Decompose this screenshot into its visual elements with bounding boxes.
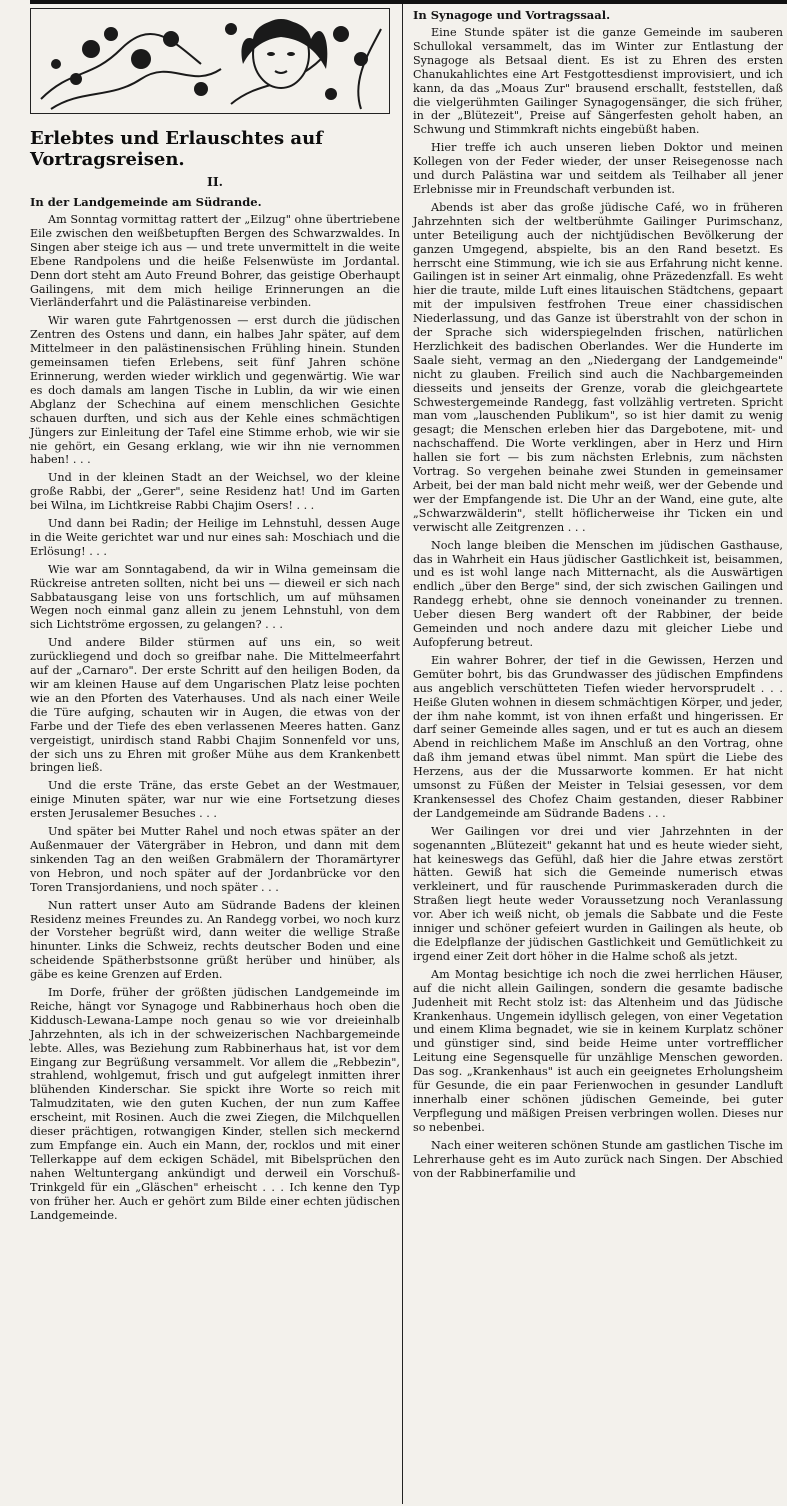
paragraph: Hier treffe ich auch unseren lieben Doktor und meinen Kollegen von der Feder wieder, der unser Reisegenosse nach und durch Palästina war und seitdem als Teilhaber all jener Erlebnisse mir in Freundschaft verbunden ist. [413,141,783,196]
paragraph: Abends ist aber das große jüdische Café, wo in früheren Jahrzehnten sich der weltberühmte Gailinger Purimschanz, unter Beteiligung auch der nichtjüdischen Bevölkerung der ganzen Umgegend, abspielte, bis an den Rand besetzt. Es herrscht eine Stimmung, wie ich sie aus Erfahrung nicht kenne. Gailingen ist in seiner Art einmalig, ohne Präzedenzfall. Es weht hier die traute, milde Luft eines litauischen Städtchens, gepaart mit der impulsiven festfrohen Treue einer chassidischen Niederlassung, und das Ganze ist überstrahlt von der schon in der Sprache sich widerspiegelnden frischen, natürlichen Herzlichkeit des badischen Oberlandes. Wer die Hunderte im Saale sieht, vermag an den „Niedergang der Landgemeinde" nicht zu glauben. Freilich sind auch die Nachbargemeinden diesseits und jenseits der Grenze, vorab die gleichgeartete Schwestergemeinde Randegg, fast vollzählig vertreten. Spricht man vom „lauschenden Publikum", so ist hier damit zu wenig gesagt; die Menschen erleben hier das Dargebotene, mit- und nachschaffend. Die Worte verklingen, aber in Herz und Hirn hallen sie fort — bis zum nächsten Erlebnis, zum nächsten Vortrag. So vergehen beinahe zwei Stunden in gemeinsamer Arbeit, bei der man bald nicht mehr weiß, wer der Gebende und wer der Empfangende ist. Die Uhr an der Wand, eine gute, alte „Schwarzwälderin", stellt höflicherweise ihr Ticken ein und verwischt alle Zeitgrenzen . . . [413,200,783,534]
paragraph: Und später bei Mutter Rahel und noch etwas später an der Außenmauer der Vätergräber in Hebron, und dann mit dem sinkenden Tag an den weißen Grabmälern der Thoramärtyrer von Hebron, und noch später auf der Jordanbrücke vor den Toren Transjordaniens, und noch später . . . [30,825,400,894]
column-divider [402,4,403,1504]
woodcut-illustration [31,9,389,113]
paragraph: Und dann bei Radin; der Heilige im Lehnstuhl, dessen Auge in die Weite gerichtet war und nur eines sah: Moschiach und die Erlösung! . . . [30,517,400,558]
top-rule [30,0,787,4]
paragraph: Im Dorfe, früher der größten jüdischen Landgemeinde im Reiche, hängt vor Synagoge und Rabbinerhaus hoch oben die Kiddusch-Lewana-Lampe noch genau so wie vor dreieinhalb Jahrzehnten, als ich in der schweizerischen Nachbargemeinde lebte. Alles, was Beziehung zum Rabbinerhaus hat, ist vor dem Eingang zur Begrüßung versammelt. Vor allem die „Rebbezin", strahlend, wohlgemut, frisch und gut aufgelegt inmitten ihrer blühenden Kinderschar. Sie spickt ihre Worte so reich mit Talmudzitaten, wie den guten Kuchen, der nun zum Kaffee erscheint, mit Rosinen. Auch die zwei Ziegen, die Milchquellen dieser prächtigen, rotwangigen Kinder, stellen sich meckernd zum Empfange ein. Auch ein Mann, der, rocklos und mit einer Tellerkappe auf dem eckigen Schädel, mit Bibelsprüchen den nahen Weltuntergang ankündigt und derweil ein Vorschuß-Trinkgeld für ein „Gläschen" erheischt . . . Ich kenne den Typ von früher her. Auch er gehört zum Bilde einer echten jüdischen Landgemeinde. [30,986,400,1222]
paragraph: Und in der kleinen Stadt an der Weichsel, wo der kleine große Rabbi, der „Gerer", seine Residenz hat! Und im Garten bei Wilna, im Lichtkreise Rabbi Chajim Osers! . . . [30,471,400,513]
left-column [30,8,400,1226]
right-column [413,8,783,1184]
paragraph: Noch lange bleiben die Menschen im jüdischen Gasthause, das in Wahrheit ein Haus jüdischer Gastlichkeit ist, beisammen, und es ist wohl lange nach Mitternacht, als die Auswärtigen endlich „über den Berge" sind, der sich zwischen Gailingen und Randegg erhebt, ohne sie dennoch voneinander zu trennen. Ueber diesen Berg wandert oft der Rabbiner, der beide Gemeinden und noch andere dazu mit gleicher Liebe und Aufopferung betreut. [413,538,783,649]
article-part: II. [206,174,224,189]
paragraph: Und andere Bilder stürmen auf uns ein, so weit zurückliegend und doch so greifbar nahe. Die Mittelmeerfahrt auf der „Carnaro". Der erste Schritt auf den heiligen Boden, da wir am kleinen Hause auf dem Ungarischen Platz leise pochten wie an den Pforten des Vaterhauses. Und als nach einer Weile die Türe aufging, schauten wir in Augen, die etwas von der Farbe und der Tiefe des eben verlassenen Meeres hatten. Ganz vergeistigt, unirdisch stand Rabbi Chajim Sonnenfeld vor uns, der sich uns zu Ehren mit großer Mühe aus dem Krankenbett bringen ließ. [30,636,400,775]
paragraph: Wie war am Sonntagabend, da wir in Wilna gemeinsam die Rückreise antreten sollten, nicht bei uns — dieweil er sich nach Sabbatausgang leise von uns fortschlich, um auf mühsamen Wegen noch einmal ganz allein zu jenem Lehnstuhl, von dem sich Lichtströme ergossen, zu gelangen? . . . [30,562,400,632]
header-illustration [30,8,390,114]
section-heading-left: In der Landgemeinde am Südrande. [30,195,262,209]
paragraph: Am Sonntag vormittag rattert der „Eilzug" ohne übertriebene Eile zwischen den weißbetupften Bergen des Schwarzwaldes. In Singen aber steige ich aus — und trete unvermittelt in die weite Ebene Randpolens und die heiße Felsenwüste im Jordantal. Denn dort steht am Auto Freund Bohrer, das geistige Oberhaupt Gailingens, mit dem mich heilige Erinnerungen an die Vierländerfahrt und die Palästinareise verbinden. [30,213,400,310]
paragraph: Eine Stunde später ist die ganze Gemeinde im sauberen Schullokal versammelt, das im Winter zur Entlastung der Synagoge als Betsaal dient. Es ist zu Ehren des ersten Chanukahlichtes eine Art Festgottesdienst improvisiert, und ich kann, da das „Moaus Zur" brausend erschallt, feststellen, daß die vielgerühmten Gailinger Synagogensänger, die sich früher, in der „Blütezeit", Preise auf Sängerfesten geholt haben, an Schwung und Stimmkraft nichts eingebüßt haben. [413,26,783,137]
article-title: Erlebtes und Erlauschtes auf Vortragsreisen. [30,128,323,170]
paragraph: Und die erste Träne, das erste Gebet an der Westmauer, einige Minuten später, war nur wie eine Fortsetzung dieses ersten Jerusalemer Besuches . . . [30,779,400,821]
paragraph: Nun rattert unser Auto am Südrande Badens der kleinen Residenz meines Freundes zu. An Randegg vorbei, wo noch kurz der Vorsteher begrüßt wird, dann weiter die wellige Straße hinunter. Links die Schweiz, rechts deutscher Boden und eine scheidende Spätherbstsonne grüßt herüber und hinüber, als gäbe es keine Grenzen auf Erden. [30,898,400,982]
section-heading-right: In Synagoge und Vortragssaal. [413,8,611,22]
paragraph: Ein wahrer Bohrer, der tief in die Gewissen, Herzen und Gemüter bohrt, bis das Grundwasser des jüdischen Empfindens aus angeblich verschütteten Tiefen wieder hervorsprudelt . . . Heiße Gluten wohnen in diesem schmächtigen Körper, und jeder, der ihm nahe kommt, ist von ihnen erfaßt und hingerissen. Er darf seiner Gemeinde alles sagen, und er tut es auch an diesem Abend in reichlichem Maße im Anschluß an den Vortrag, ohne daß ihm jemand etwas übel nimmt. Man spürt die Liebe des Herzens, aus der die Mussarworte kommen. Er hat nicht umsonst zu Füßen der Meister in Telsiai gesessen, vor dem Krankensessel des Chofez Chaim gestanden, dieser Rabbiner der Landgemeinde am Südrande Badens . . . [413,653,783,820]
paragraph: Nach einer weiteren schönen Stunde am gastlichen Tische im Lehrerhause geht es im Auto zurück nach Singen. Der Abschied von der Rabbinerfamilie und [413,1138,784,1180]
paragraph: Am Montag besichtige ich noch die zwei herrlichen Häuser, auf die nicht allein Gailingen, sondern die gesamte badische Judenheit mit Recht stolz ist: das Altenheim und das Jüdische Krankenhaus. Ungemein idyllisch gelegen, von einer Vegetation und einem Klima begnadet, wie sie in keinem Kurplatz schöner und günstiger sind, sind beide Heime unter vortrefflicher Leitung eine Segensquelle für unzählige Menschen geworden. Das sog. „Krankenhaus" ist auch ein geeignetes Erholungsheim für Gesunde, die ein paar Ferienwochen in gesunder Landluft innerhalb einer schönen jüdischen Gemeinde, bei guter Verpflegung und mäßigen Preisen verbringen wollen. Dieses nur so nebenbei. [413,967,783,1134]
paragraph: Wer Gailingen vor drei und vier Jahrzehnten in der sogenannten „Blütezeit" gekannt hat und es heute wieder sieht, hat keineswegs das Gefühl, daß hier die Jahre etwas zerstört hätten. Gewiß hat sich die Gemeinde numerisch etwas verkleinert, und für rauschende Purimmaskeraden durch die Straßen liegt heute weder Voraussetzung noch Veranlassung vor. Aber ich weiß nicht, ob jemals die Sabbate und die Feste inniger und schöner gefeiert wurden in Gailingen als heute, ob die Edelpflanze der jüdischen Gastlichkeit und Gemütlichkeit zu irgend einer Zeit dort höher in die Halme schoß als jetzt. [413,824,783,963]
paragraph: Wir waren gute Fahrtgenossen — erst durch die jüdischen Zentren des Ostens und dann, ein halbes Jahr später, auf dem Mittelmeer in den palästinensischen Frühling hinein. Stunden gemeinsamen tiefen Erlebens, seit fünf Jahren schöne Erinnerung, werden wieder wirklich und gegenwärtig. Wie war es doch damals am langen Tische in Lublin, da wir wie einen Abglanz der Schechina auf einem menschlichen Gesichte schauen durften, und sich aus der Kehle eines schmächtigen Jüngers zur Einleitung der Tafel eine Stimme erhob, wie wir sie nie gehört, ein Gesang erklang, wie wir ihn nie vernommen haben! . . . [30,314,400,467]
